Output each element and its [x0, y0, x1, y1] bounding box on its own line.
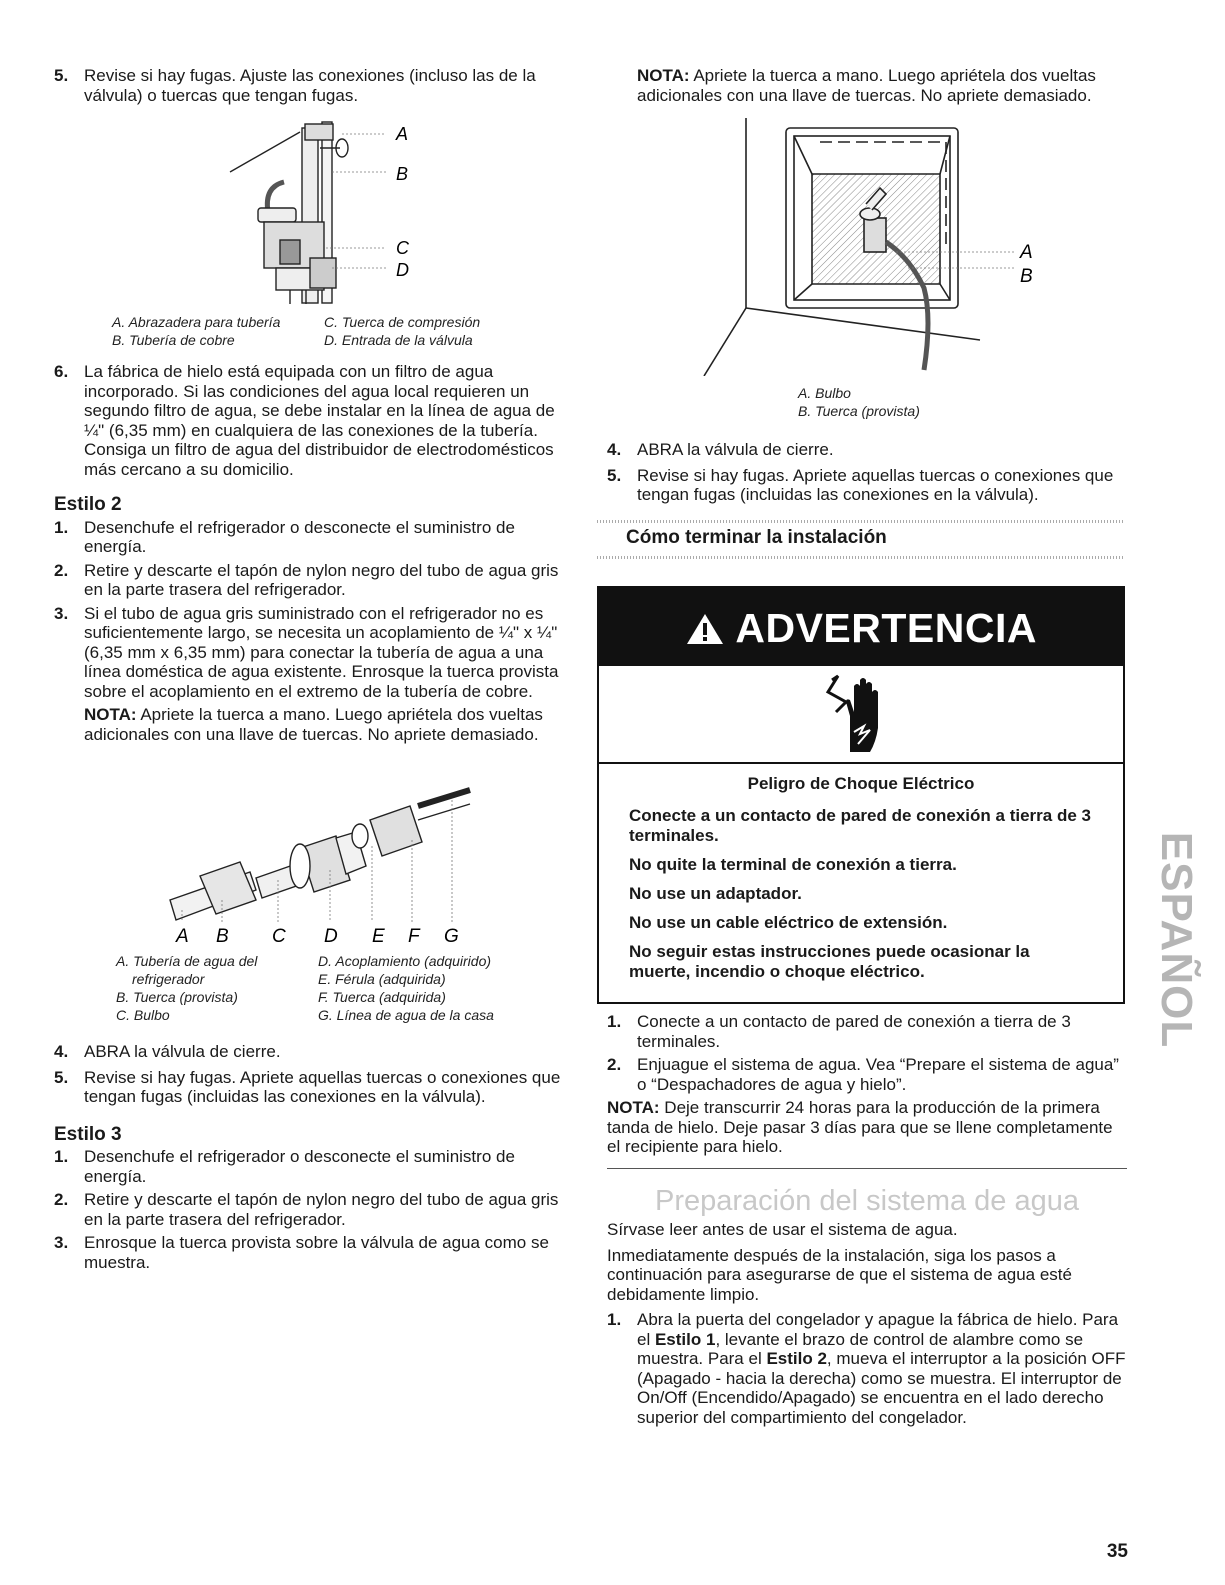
step-text-e: , mueva el interruptor a la posición OFF (Apagado - hacia la derecha) como se muestra. El interruptor de On/Off (Encendido/Apagado) se encuentra en el lado derecho superior del compartimiento del congelador.: [637, 1349, 1126, 1427]
estilo2-heading: Estilo 2: [54, 494, 122, 515]
nota-label: NOTA:: [637, 66, 690, 85]
nota-text: Apriete la tuerca a mano. Luego apriételа dos vueltas adicionales con una llave de tuercas. No apriete demasiado.: [84, 705, 543, 744]
list-item: [54, 1190, 574, 1229]
fig2-label-a: A: [176, 926, 189, 947]
fig2-label-f: F: [408, 926, 420, 947]
step-number: 1.: [607, 1310, 622, 1329]
warning-line: No seguir estas instrucciones puede ocasionar la muerte, incendio o choque eléctrico.: [629, 942, 1030, 981]
caption-a: A. Abrazadera para tubería: [112, 314, 281, 330]
warning-content: [599, 764, 1123, 982]
warning-triangle-icon: [685, 605, 735, 651]
language-side-tab: [1150, 810, 1202, 1070]
nota-final: [607, 1098, 1127, 1157]
step-text: Revise si hay fugas. Ajuste las conexiones (incluso las de la válvula) o tuercas que tengan fugas.: [84, 66, 536, 105]
nota-label: NOTA:: [84, 705, 137, 724]
caption-a: A. Tubería de agua del: [116, 953, 258, 969]
step-text: Retire y descarte el tapón de nylon negro del tubo de agua gris en la parte trasera del refrigerador.: [84, 560, 559, 599]
page-number: 35: [1106, 1541, 1128, 1562]
right-prep: [607, 1220, 1127, 1427]
list-item: [54, 604, 574, 702]
step-text: Enrosque la tuerca provista sobre la válvula de agua como se muestra.: [84, 1233, 549, 1272]
step-number: 4.: [607, 440, 622, 459]
fig1-label-a: A: [396, 124, 409, 144]
prep-paragraph: Sírvase leer antes de usar el sistema de agua.: [607, 1220, 958, 1239]
warning-line: No use un cable eléctrico de extensión.: [629, 913, 948, 932]
step-text-d: Estilo 2: [766, 1349, 827, 1368]
list-item: [54, 518, 574, 557]
step-text: La fábrica de hielo está equipada con un filtro de agua incorporado. Si las condiciones del agua local requieren un segundo filtro de agua, se debe instalar en la línea de agua de ¼" (6,35 mm) en cualquiera de las conexiones de la tubería. Consiga un filtro de agua del distribuidor de electrodomésticos más cercano a su domicilio.: [84, 362, 555, 479]
step-number: 2.: [607, 1055, 622, 1074]
estilo3-heading: Estilo 3: [54, 1123, 122, 1145]
fig2-caption-right: [318, 952, 548, 1024]
nota-text: Deje transcurrir 24 horas para la producción de la primera tanda de hielo. Deje pasar 3 días para que se llene completamente el recipiente para hielo.: [607, 1098, 1113, 1156]
fig2-label-d: D: [324, 926, 338, 947]
warning-title: ADVERTENCIA: [735, 605, 1037, 651]
list-item: [607, 1310, 1127, 1427]
side-tab-text: ESPAÑOL: [1152, 831, 1201, 1049]
nota-text: Apriete la tuerca a mano. Luego apriételа dos vueltas adicionales con una llave de tuercas. No apriete demasiado.: [637, 66, 1096, 105]
right-steps: [607, 440, 1127, 505]
caption-b: B. Tubería de cobre: [112, 332, 235, 348]
step-number: 3.: [54, 603, 69, 623]
fig3-caption: [798, 384, 998, 420]
warning-line: No use un adaptador.: [629, 884, 802, 903]
caption-f: F. Tuerca (adquirida): [318, 989, 446, 1005]
wall-box-figure: [700, 118, 1040, 376]
caption-d: D. Acoplamiento (adquirido): [318, 953, 492, 969]
section-heading: Cómo terminar la instalación: [626, 527, 887, 548]
step-number: 1.: [54, 1147, 69, 1166]
list-item: [54, 561, 574, 600]
warning-box: [597, 586, 1125, 1004]
step-text: Conecte a un contacto de pared de conexión a tierra de 3 terminales.: [637, 1012, 1071, 1051]
step-text: ABRA la válvula de cierre.: [637, 440, 834, 459]
step-text: Retire y descarte el tapón de nylon negro del tubo de agua gris en la parte trasera del refrigerador.: [84, 1190, 559, 1229]
list-item: [607, 1055, 1127, 1094]
caption-a: A. Bulbo: [798, 385, 851, 401]
prep-heading: Preparación del sistema de agua: [655, 1185, 1079, 1217]
caption-d: D. Entrada de la válvula: [324, 332, 473, 348]
list-item: [607, 466, 1127, 505]
step-text: Si el tubo de agua gris suministrado con el refrigerador no es suficientemente largo, se necesita un acoplamiento de ¼" x ¼" (6,35 mm x 6,35 mm) para conectar la tubería de agua a una línea doméstica de agua existente. Enrosque la tuerca provista sobre el acoplamiento en el extremo de la tubería de cobre.: [84, 603, 559, 701]
caption-a-cont: refrigerador: [132, 971, 205, 987]
fig1-label-d: D: [396, 260, 409, 280]
step-text: Revise si hay fugas. Apriete aquellas tuercas o conexiones que tengan fugas (incluidas las conexiones en la válvula).: [84, 1067, 561, 1106]
fig2-label-b: B: [216, 926, 229, 947]
step-text-b: Estilo 1: [654, 1329, 716, 1349]
section-divider-bottom: [597, 556, 1125, 559]
section-divider-top: [597, 520, 1125, 523]
caption-b: B. Tuerca (provista): [798, 403, 920, 419]
fig2-label-g: G: [444, 926, 459, 947]
fig1-label-b: B: [396, 164, 409, 184]
step-number: 2.: [54, 560, 69, 580]
list-item: [54, 1042, 574, 1062]
right-final-steps: [607, 1012, 1127, 1157]
step-text-c: , levante el brazo de control de alambre como se muestra. Para el: [637, 1329, 1084, 1368]
section-rule: [607, 1168, 1127, 1169]
step-text-a: Abra la puerta del congelador y apague la fábrica de hielo. Para el: [637, 1310, 1119, 1349]
step-text: Desenchufe el refrigerador o desconecte el suministro de energía.: [84, 1147, 515, 1186]
step-number: 2.: [54, 1190, 69, 1209]
warning-heading: Peligro de Choque Eléctrico: [747, 774, 975, 793]
list-item: [54, 1068, 574, 1107]
list-item: [54, 1233, 574, 1272]
fig2-label-e: E: [372, 926, 385, 947]
fig1-label-c: C: [396, 238, 409, 258]
list-item: [54, 66, 574, 105]
step-text: Desenchufe el refrigerador o desconecte el suministro de energía.: [84, 517, 515, 556]
fig2-caption-left: [116, 952, 306, 1024]
step-text: Enjuague el sistema de agua. Vea “Prepare el sistema de agua” o “Despachadores de agua y hielo”.: [637, 1055, 1119, 1094]
left-column-bottom: [54, 1042, 574, 1272]
step-text: ABRA la válvula de cierre.: [84, 1042, 281, 1061]
list-item: [54, 362, 574, 479]
step-number: 1.: [607, 1012, 622, 1031]
list-item: [54, 1147, 574, 1186]
valve-figure: [190, 112, 430, 308]
nota-label: NOTA:: [607, 1098, 660, 1117]
caption-b: B. Tuerca (provista): [116, 989, 238, 1005]
step-number: 5.: [54, 66, 69, 85]
step-number: 3.: [54, 1233, 69, 1252]
step-number: 5.: [607, 465, 622, 485]
fig1-caption: [112, 313, 532, 349]
left-column-body: [54, 362, 574, 744]
prep-paragraph: Inmediatamente después de la instalación, siga los pasos a continuación para asegurarse de que el sistema de agua esté debidamente limpio.: [607, 1245, 1072, 1304]
step-number: 4.: [54, 1042, 69, 1061]
right-nota: [637, 66, 1137, 105]
fig2-label-c: C: [272, 926, 286, 947]
list-item: [607, 1012, 1087, 1051]
list-item: [607, 440, 1127, 460]
caption-e: E. Férula (adquirida): [318, 971, 446, 987]
step-number: 5.: [54, 1067, 69, 1087]
warning-line: No quite la terminal de conexión a tierra.: [629, 855, 957, 874]
nota: [54, 705, 574, 744]
coupling-figure: [160, 780, 480, 950]
step-number: 6.: [54, 362, 69, 381]
warning-line: Conecte a un contacto de pared de conexión a tierra de 3 terminales.: [629, 806, 1091, 845]
step-number: 1.: [54, 517, 69, 537]
electric-shock-hand-icon: [599, 666, 1123, 764]
caption-c: C. Bulbo: [116, 1007, 170, 1023]
caption-g: G. Línea de agua de la casa: [318, 1007, 494, 1023]
warning-banner: [599, 588, 1123, 666]
fig3-label-b: B: [1020, 266, 1033, 287]
caption-c: C. Tuerca de compresión: [324, 314, 481, 330]
fig3-label-a: A: [1020, 242, 1033, 263]
step-text: Revise si hay fugas. Apriete aquellas tuercas o conexiones que tengan fugas (incluidas las conexiones en la válvula).: [637, 465, 1114, 504]
left-column: [54, 66, 574, 105]
